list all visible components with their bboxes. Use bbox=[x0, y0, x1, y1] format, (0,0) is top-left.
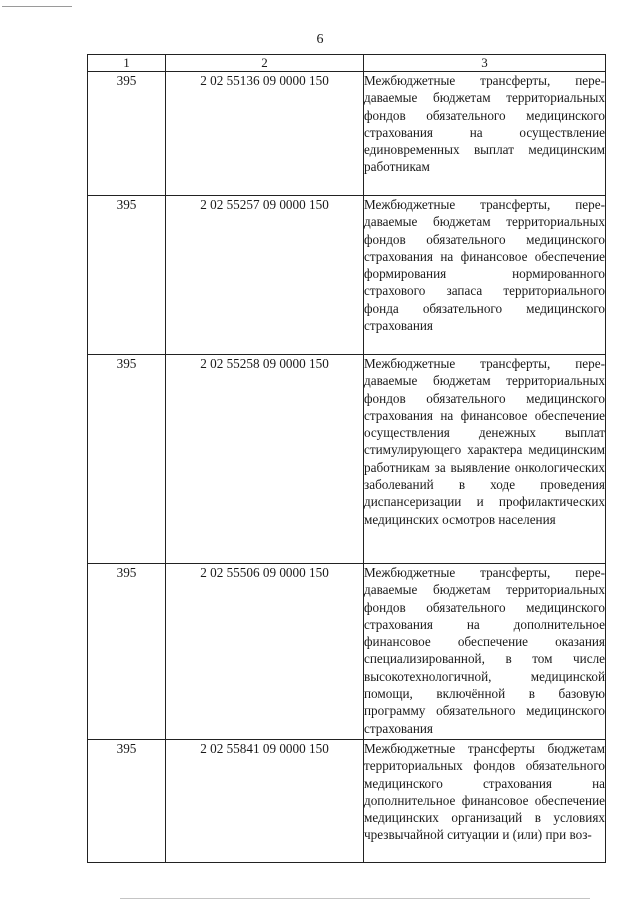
page-number: 6 bbox=[316, 32, 324, 47]
kbk-code-cell: 2 02 55506 09 0000 150 bbox=[166, 564, 364, 740]
admin-code-cell: 395 bbox=[88, 564, 166, 740]
header-row bbox=[88, 55, 606, 72]
column-header: 1 bbox=[88, 55, 166, 72]
description-cell: Межбюджетные трансферты, передаваемые бюджетам территориальных фондов обязательного медицинского страхования на дополнительное финансовое обеспечение оказания специализированной, в том числе высокотехнологичной, медицинской помощи, включённой в базовую программу обязательного медицинского страхования bbox=[364, 564, 606, 740]
admin-code-cell: 395 bbox=[88, 355, 166, 564]
kbk-code-cell: 2 02 55258 09 0000 150 bbox=[166, 355, 364, 564]
column-header: 3 bbox=[364, 55, 606, 72]
scan-artifact bbox=[2, 6, 72, 7]
admin-code-cell: 395 bbox=[88, 72, 166, 196]
scan-artifact bbox=[120, 898, 590, 899]
description-cell: Межбюджетные трансферты, передаваемые бюджетам территориальных фондов обязательного медицинского страхования на финансовое обеспечение формирования нормированного страхового запаса территориального фонда обязательного медицинского страхования bbox=[364, 196, 606, 355]
description-cell: Межбюджетные трансферты, передаваемые бюджетам территориальных фондов обязательного медицинского страхования на осуществление единовременных выплат медицинским работникам bbox=[364, 72, 606, 196]
table-row bbox=[88, 740, 606, 863]
description-cell: Межбюджетные трансферты, передаваемые бюджетам территориальных фондов обязательного медицинского страхования на финансовое обеспечение осуществления денежных выплат стимулирующего характера медицинским работникам за выявление онкологических заболеваний в ходе проведения диспансеризации и профилактических медицинских осмотров населения bbox=[364, 355, 606, 564]
admin-code-cell: 395 bbox=[88, 196, 166, 355]
kbk-code-cell: 2 02 55257 09 0000 150 bbox=[166, 196, 364, 355]
table-row bbox=[88, 564, 606, 740]
table-row bbox=[88, 196, 606, 355]
column-header: 2 bbox=[166, 55, 364, 72]
table-row bbox=[88, 355, 606, 564]
admin-code-cell: 395 bbox=[88, 740, 166, 863]
kbk-code-cell: 2 02 55841 09 0000 150 bbox=[166, 740, 364, 863]
table-row bbox=[88, 72, 606, 196]
kbk-code-cell: 2 02 55136 09 0000 150 bbox=[166, 72, 364, 196]
budget-classification-table bbox=[87, 54, 606, 863]
description-cell: Межбюджетные трансферты бюджетам территориальных фондов обязательного медицинского страхования на дополнительное финансовое обеспечение медицинских организаций в условиях чрезвычайной ситуации и (или) при воз- bbox=[364, 740, 606, 863]
